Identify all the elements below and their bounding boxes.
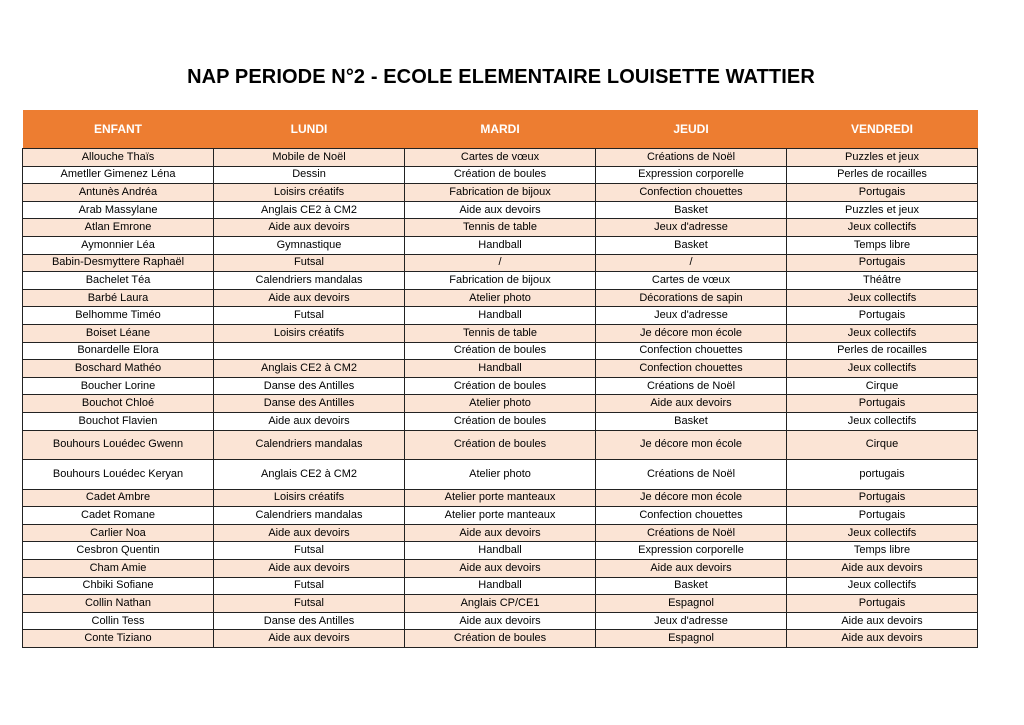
activity-cell-vendredi: Portugais <box>787 507 978 525</box>
activity-cell-vendredi: Perles de rocailles <box>787 342 978 360</box>
child-name-cell: Bouhours Louédec Gwenn <box>23 430 214 460</box>
activity-cell-lundi: Futsal <box>214 542 405 560</box>
activity-cell-mardi: Création de boules <box>405 342 596 360</box>
child-name-cell: Cesbron Quentin <box>23 542 214 560</box>
child-name-cell: Bouchot Flavien <box>23 412 214 430</box>
table-row <box>23 412 978 430</box>
activity-cell-jeudi: Jeux d'adresse <box>596 612 787 630</box>
activity-cell-jeudi: Je décore mon école <box>596 324 787 342</box>
activity-cell-lundi: Danse des Antilles <box>214 377 405 395</box>
table-row <box>23 254 978 272</box>
child-name-cell: Ametller Gimenez Léna <box>23 166 214 184</box>
activity-cell-lundi: Danse des Antilles <box>214 395 405 413</box>
child-name-cell: Bouhours Louédec Keryan <box>23 460 214 490</box>
activity-cell-vendredi: portugais <box>787 460 978 490</box>
activity-cell-lundi: Danse des Antilles <box>214 612 405 630</box>
child-name-cell: Antunès Andréa <box>23 184 214 202</box>
table-row <box>23 219 978 237</box>
activity-cell-jeudi: Jeux d'adresse <box>596 219 787 237</box>
activity-cell-mardi: Anglais CP/CE1 <box>405 595 596 613</box>
child-name-cell: Aymonnier Léa <box>23 236 214 254</box>
activity-cell-jeudi: Confection chouettes <box>596 342 787 360</box>
activity-cell-vendredi: Jeux collectifs <box>787 577 978 595</box>
activity-cell-jeudi: Basket <box>596 577 787 595</box>
activity-cell-mardi: Tennis de table <box>405 219 596 237</box>
activity-cell-lundi: Aide aux devoirs <box>214 289 405 307</box>
table-row <box>23 542 978 560</box>
table-row <box>23 507 978 525</box>
table-row <box>23 360 978 378</box>
activity-cell-mardi: Handball <box>405 236 596 254</box>
activity-cell-jeudi: Espagnol <box>596 595 787 613</box>
activity-cell-jeudi: Basket <box>596 236 787 254</box>
activity-cell-jeudi: Basket <box>596 412 787 430</box>
child-name-cell: Belhomme Timéo <box>23 307 214 325</box>
table-row <box>23 630 978 648</box>
activity-cell-jeudi: Confection chouettes <box>596 184 787 202</box>
activity-cell-lundi: Loisirs créatifs <box>214 184 405 202</box>
child-name-cell: Cadet Romane <box>23 507 214 525</box>
activity-cell-mardi: Création de boules <box>405 412 596 430</box>
activity-cell-lundi: Aide aux devoirs <box>214 524 405 542</box>
activity-cell-jeudi: Aide aux devoirs <box>596 560 787 578</box>
activity-cell-mardi: Création de boules <box>405 377 596 395</box>
table-row <box>23 201 978 219</box>
activity-cell-jeudi: Décorations de sapin <box>596 289 787 307</box>
table-row <box>23 342 978 360</box>
activity-cell-vendredi: Temps libre <box>787 236 978 254</box>
activity-cell-lundi: Aide aux devoirs <box>214 219 405 237</box>
child-name-cell: Chbiki Sofiane <box>23 577 214 595</box>
activity-cell-lundi: Gymnastique <box>214 236 405 254</box>
activity-cell-vendredi: Jeux collectifs <box>787 412 978 430</box>
table-row <box>23 460 978 490</box>
activity-cell-vendredi: Portugais <box>787 595 978 613</box>
activity-cell-mardi: Aide aux devoirs <box>405 612 596 630</box>
activity-cell-jeudi: Espagnol <box>596 630 787 648</box>
table-row <box>23 324 978 342</box>
activity-cell-vendredi: Jeux collectifs <box>787 289 978 307</box>
activity-cell-vendredi: Jeux collectifs <box>787 524 978 542</box>
activity-cell-vendredi: Aide aux devoirs <box>787 560 978 578</box>
table-body <box>23 149 978 648</box>
table-row <box>23 430 978 460</box>
table-row <box>23 184 978 202</box>
activity-cell-vendredi: Portugais <box>787 254 978 272</box>
activity-cell-lundi: Calendriers mandalas <box>214 272 405 290</box>
activity-cell-lundi: Aide aux devoirs <box>214 630 405 648</box>
table-row <box>23 166 978 184</box>
activity-cell-jeudi: Confection chouettes <box>596 507 787 525</box>
activity-cell-mardi: Aide aux devoirs <box>405 201 596 219</box>
child-name-cell: Boschard Mathéo <box>23 360 214 378</box>
activity-cell-vendredi: Théâtre <box>787 272 978 290</box>
table-row <box>23 377 978 395</box>
activity-cell-vendredi: Temps libre <box>787 542 978 560</box>
activity-cell-mardi: Tennis de table <box>405 324 596 342</box>
activity-cell-vendredi: Jeux collectifs <box>787 324 978 342</box>
activity-cell-vendredi: Perles de rocailles <box>787 166 978 184</box>
table-row <box>23 149 978 167</box>
activity-cell-mardi: Atelier porte manteaux <box>405 507 596 525</box>
child-name-cell: Collin Tess <box>23 612 214 630</box>
activity-cell-vendredi: Cirque <box>787 377 978 395</box>
activity-cell-jeudi: Jeux d'adresse <box>596 307 787 325</box>
activity-cell-mardi: Atelier photo <box>405 460 596 490</box>
activity-cell-lundi: Mobile de Noël <box>214 149 405 167</box>
table-row <box>23 489 978 507</box>
activity-cell-vendredi: Puzzles et jeux <box>787 149 978 167</box>
table-row <box>23 395 978 413</box>
child-name-cell: Conte Tiziano <box>23 630 214 648</box>
activity-cell-mardi: Atelier porte manteaux <box>405 489 596 507</box>
activity-cell-vendredi: Portugais <box>787 489 978 507</box>
activity-cell-jeudi: Créations de Noël <box>596 524 787 542</box>
column-header-lundi: LUNDI <box>214 110 405 149</box>
activity-cell-mardi: Création de boules <box>405 430 596 460</box>
activity-cell-vendredi: Portugais <box>787 184 978 202</box>
activity-cell-lundi: Futsal <box>214 307 405 325</box>
activity-cell-mardi: Handball <box>405 360 596 378</box>
child-name-cell: Babin-Desmyttere Raphaël <box>23 254 214 272</box>
child-name-cell: Bonardelle Elora <box>23 342 214 360</box>
activity-cell-mardi: Fabrication de bijoux <box>405 272 596 290</box>
activity-cell-lundi: Calendriers mandalas <box>214 430 405 460</box>
child-name-cell: Cham Amie <box>23 560 214 578</box>
activity-cell-mardi: Handball <box>405 307 596 325</box>
table-row <box>23 595 978 613</box>
child-name-cell: Cadet Ambre <box>23 489 214 507</box>
activity-cell-mardi: Création de boules <box>405 166 596 184</box>
child-name-cell: Boiset Léane <box>23 324 214 342</box>
activity-cell-vendredi: Jeux collectifs <box>787 219 978 237</box>
table-row <box>23 289 978 307</box>
activity-cell-mardi: Aide aux devoirs <box>405 524 596 542</box>
activity-cell-vendredi: Portugais <box>787 307 978 325</box>
column-header-enfant: ENFANT <box>23 110 214 149</box>
child-name-cell: Collin Nathan <box>23 595 214 613</box>
page-title: NAP PERIODE N°2 - ECOLE ELEMENTAIRE LOUISETTE WATTIER <box>187 66 815 88</box>
activity-cell-jeudi: Créations de Noël <box>596 149 787 167</box>
column-header-vendredi: VENDREDI <box>787 110 978 149</box>
activity-cell-jeudi: Expression corporelle <box>596 166 787 184</box>
child-name-cell: Boucher Lorine <box>23 377 214 395</box>
activity-cell-jeudi: Je décore mon école <box>596 489 787 507</box>
activity-cell-lundi: Futsal <box>214 254 405 272</box>
activity-cell-lundi: Anglais CE2 à CM2 <box>214 460 405 490</box>
activity-cell-jeudi: Expression corporelle <box>596 542 787 560</box>
column-header-mardi: MARDI <box>405 110 596 149</box>
activity-cell-mardi: Atelier photo <box>405 395 596 413</box>
activity-cell-lundi: Aide aux devoirs <box>214 560 405 578</box>
table-row <box>23 612 978 630</box>
activity-cell-mardi: Fabrication de bijoux <box>405 184 596 202</box>
table-row <box>23 560 978 578</box>
activity-cell-jeudi: Créations de Noël <box>596 460 787 490</box>
activity-cell-lundi: Futsal <box>214 577 405 595</box>
activity-cell-mardi: / <box>405 254 596 272</box>
child-name-cell: Bouchot Chloé <box>23 395 214 413</box>
activity-cell-lundi: Loisirs créatifs <box>214 489 405 507</box>
activity-cell-mardi: Handball <box>405 542 596 560</box>
activity-cell-mardi: Création de boules <box>405 630 596 648</box>
activity-cell-vendredi: Cirque <box>787 430 978 460</box>
activity-cell-mardi: Atelier photo <box>405 289 596 307</box>
table-row <box>23 272 978 290</box>
activity-cell-jeudi: / <box>596 254 787 272</box>
activity-cell-lundi: Loisirs créatifs <box>214 324 405 342</box>
activity-cell-jeudi: Cartes de vœux <box>596 272 787 290</box>
activity-cell-jeudi: Créations de Noël <box>596 377 787 395</box>
schedule-table <box>22 110 978 648</box>
activity-cell-vendredi: Portugais <box>787 395 978 413</box>
child-name-cell: Allouche Thaïs <box>23 149 214 167</box>
child-name-cell: Bachelet Téa <box>23 272 214 290</box>
activity-cell-mardi: Handball <box>405 577 596 595</box>
activity-cell-vendredi: Aide aux devoirs <box>787 612 978 630</box>
activity-cell-vendredi: Aide aux devoirs <box>787 630 978 648</box>
activity-cell-vendredi: Jeux collectifs <box>787 360 978 378</box>
child-name-cell: Atlan Emrone <box>23 219 214 237</box>
activity-cell-jeudi: Je décore mon école <box>596 430 787 460</box>
activity-cell-lundi: Calendriers mandalas <box>214 507 405 525</box>
table-row <box>23 524 978 542</box>
column-header-jeudi: JEUDI <box>596 110 787 149</box>
activity-cell-lundi: Futsal <box>214 595 405 613</box>
activity-cell-lundi: Dessin <box>214 166 405 184</box>
table-row <box>23 577 978 595</box>
activity-cell-jeudi: Confection chouettes <box>596 360 787 378</box>
activity-cell-lundi: Anglais CE2 à CM2 <box>214 201 405 219</box>
table-row <box>23 307 978 325</box>
activity-cell-lundi: Aide aux devoirs <box>214 412 405 430</box>
header-row <box>23 110 978 149</box>
child-name-cell: Carlier Noa <box>23 524 214 542</box>
table-row <box>23 236 978 254</box>
child-name-cell: Arab Massylane <box>23 201 214 219</box>
activity-cell-mardi: Cartes de vœux <box>405 149 596 167</box>
activity-cell-jeudi: Basket <box>596 201 787 219</box>
activity-cell-mardi: Aide aux devoirs <box>405 560 596 578</box>
activity-cell-vendredi: Puzzles et jeux <box>787 201 978 219</box>
activity-cell-jeudi: Aide aux devoirs <box>596 395 787 413</box>
child-name-cell: Barbé Laura <box>23 289 214 307</box>
activity-cell-lundi: Anglais CE2 à CM2 <box>214 360 405 378</box>
activity-cell-lundi <box>214 342 405 360</box>
